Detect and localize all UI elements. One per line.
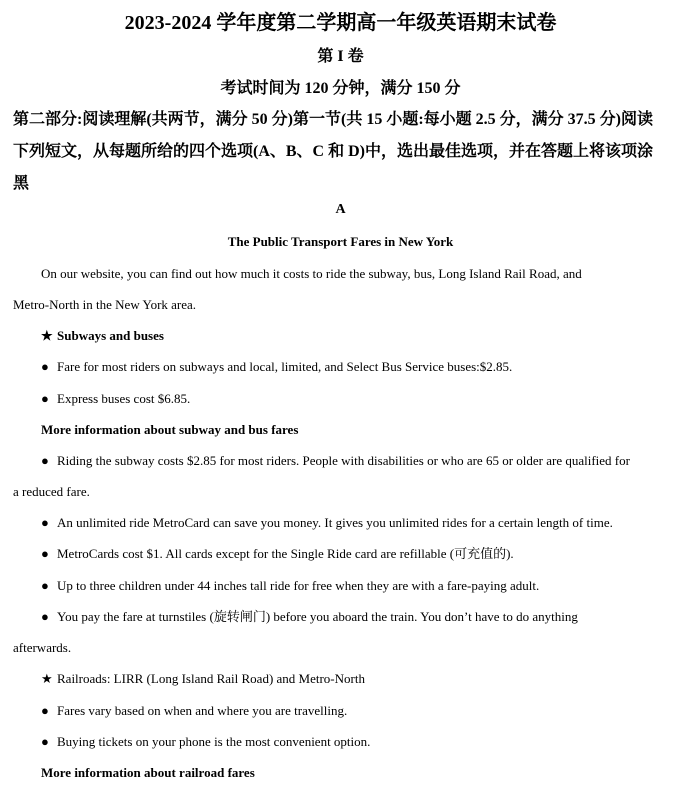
more-info-subway-bus: More information about subway and bus fares xyxy=(41,422,299,437)
exam-title: 2023-2024 学年度第二学期高一年级英语期末试卷 xyxy=(124,12,557,34)
list-item xyxy=(41,452,630,470)
bullet-icon: ● xyxy=(41,515,49,530)
list-item-text: Express buses cost $6.85. xyxy=(57,391,191,406)
intro-line-1: On our website, you can find out how much it costs to ride the subway, bus, Long Island Rail Road, and xyxy=(41,266,582,281)
list-item-continuation: a reduced fare. xyxy=(13,484,90,499)
list-item xyxy=(41,608,578,626)
bullet-icon: ● xyxy=(41,453,49,468)
list-item-text: An unlimited ride MetroCard can save you money. It gives you unlimited rides for a certain length of time. xyxy=(57,515,613,530)
list-item xyxy=(41,733,370,751)
section-heading-railroads xyxy=(41,670,365,688)
list-item xyxy=(41,358,512,376)
star-icon: ★ xyxy=(41,671,53,686)
list-item xyxy=(41,577,539,595)
passage-title: The Public Transport Fares in New York xyxy=(227,234,454,249)
instructions-line-1: 第二部分:阅读理解(共两节，满分 50 分)第一节(共 15 小题:每小题 2.5 分，满分 37.5 分)阅读 xyxy=(13,111,653,128)
bullet-icon: ● xyxy=(41,546,49,561)
star-icon: ★ xyxy=(41,328,53,343)
list-item xyxy=(41,545,514,563)
section-heading-text: Subways and buses xyxy=(57,328,164,343)
list-item-text: Fares vary based on when and where you are travelling. xyxy=(57,703,348,718)
volume-label: 第 I 卷 xyxy=(317,48,364,65)
bullet-icon: ● xyxy=(41,703,49,718)
list-item xyxy=(41,390,190,408)
bullet-icon: ● xyxy=(41,734,49,749)
instructions-line-3: 黑 xyxy=(13,175,30,192)
list-item-text: Fare for most riders on subways and local, limited, and Select Bus Service buses:$2.85. xyxy=(57,359,513,374)
bullet-icon: ● xyxy=(41,391,49,406)
list-item-continuation: afterwards. xyxy=(13,640,72,655)
list-item-text: MetroCards cost $1. All cards except for the Single Ride card are refillable (可充值的). xyxy=(57,546,514,561)
list-item-text: Buying tickets on your phone is the most convenient option. xyxy=(57,734,371,749)
section-heading-text: Railroads: LIRR (Long Island Rail Road) and Metro-North xyxy=(57,671,365,686)
bullet-icon: ● xyxy=(41,359,49,374)
list-item xyxy=(41,702,347,720)
passage-label: A xyxy=(335,202,346,217)
list-item xyxy=(41,514,613,532)
more-info-railroad: More information about railroad fares xyxy=(41,765,255,780)
list-item-text: You pay the fare at turnstiles (旋转闸门) before you aboard the train. You don’t have to do anything xyxy=(57,609,578,624)
bullet-icon: ● xyxy=(41,609,49,624)
list-item-text: Up to three children under 44 inches tall ride for free when they are with a fare-paying adult. xyxy=(57,578,540,593)
bullet-icon: ● xyxy=(41,578,49,593)
list-item-text: Riding the subway costs $2.85 for most riders. People with disabilities or who are 65 or older are qualified for xyxy=(57,453,630,468)
instructions-line-2: 下列短文，从每题所给的四个选项(A、B、C 和 D)中，选出最佳选项，并在答题上将该项涂 xyxy=(13,143,653,160)
section-heading-subways xyxy=(41,327,164,345)
intro-line-2: Metro-North in the New York area. xyxy=(13,297,197,312)
time-score-note: 考试时间为 120 分钟，满分 150 分 xyxy=(220,80,461,97)
